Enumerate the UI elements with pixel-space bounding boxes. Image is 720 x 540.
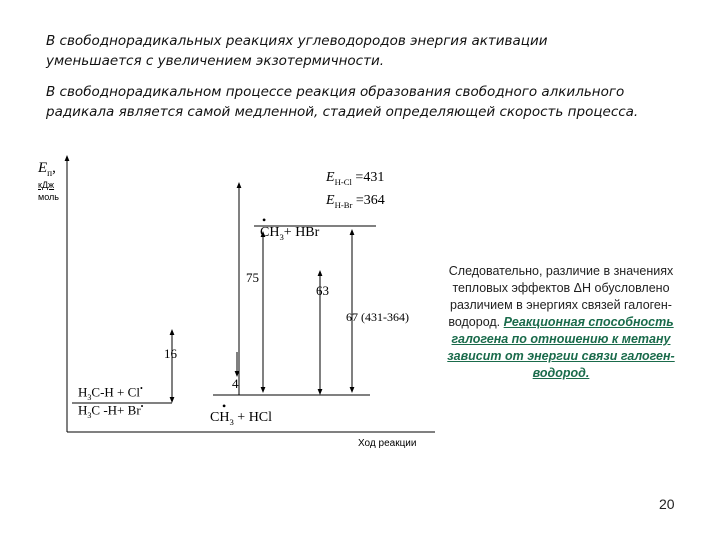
page-number: 20 [659,496,675,512]
conclusion-highlight: Реакционная способность галогена по отношению к метану зависит от энергии связи галоген-водород. [447,315,675,380]
conclusion-plain: Следовательно, различие в значениях тепловых эффектов ΔH обусловлено различием в энергиях связей галоген-водород. [448,264,674,329]
intro-paragraph-rate-step: В свободнорадикальном процессе реакция образования свободного алкильного радикала является самой медленной, стадией определяющей скорость процесса. [46,84,639,120]
start-label-br: $H_3C$ -H+ Br• [78,402,144,420]
conclusion-note [430,263,692,382]
y-axis-unit-bottom: моль [38,192,59,202]
y-axis-label: $E_п$, [38,160,56,179]
value-63: 63 [316,283,329,298]
x-axis-label: Ход реакции [358,438,417,449]
intro-paragraph-activation: В свободнорадикальных реакциях углеводородов энергия активации уменьшается с увеличением экзотермичности. [46,33,548,69]
value-67: 67 (431-364) [346,310,409,324]
e-hbr-label: $E_{H-Br} =364$ [326,193,385,210]
y-axis-unit-top: кДж [38,180,55,190]
e-hcl-label: $E_{H-Cl} =431$ [326,170,385,187]
value-4: 4 [232,376,239,391]
value-75: 75 [246,270,259,285]
top-level-label: • $CH_3+$ HBr [260,213,320,242]
product-label: • $CH_3$ + HCl [210,399,273,427]
start-label-cl: $H_3C-H + Cl^•$ [78,384,143,402]
value-16: 16 [164,346,177,361]
